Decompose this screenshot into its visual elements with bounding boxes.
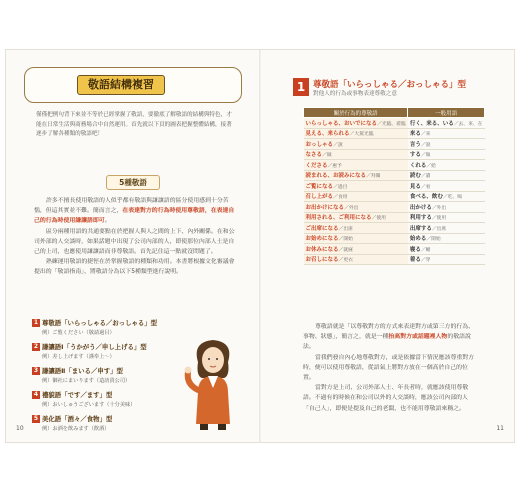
section-number: 1: [293, 78, 309, 96]
plain-term: 始める: [409, 236, 427, 243]
honorific-cell: [304, 181, 408, 192]
left-paragraph-1-text: 許多不擅長使用敬語的人似乎都有敬語與謙讓語的區分使用感到十分苦惱，但這其實並不難。簡而言之，在表達對方的行為時使用尊敬語，在表達自己的行為時使用謙讓語即可。: [34, 198, 235, 225]
plain-note: ／吃、喝: [442, 195, 463, 201]
table-row: [304, 254, 485, 265]
honorific-note: ／外出: [344, 205, 359, 211]
plain-term: 食べる、飲む: [409, 194, 443, 201]
type-name: 謙讓語Ⅰ「うかがう／申し上げる」型: [42, 343, 147, 351]
right-page: [260, 50, 514, 442]
type-example: 例）お酒を飲みます（飲酒）: [42, 426, 110, 432]
left-paragraph-3: [34, 257, 240, 277]
honorific-term: 見える、来られる: [305, 131, 350, 138]
honorific-term: いらっしゃる、おいでになる: [305, 120, 378, 127]
section-label: 5種敬語: [106, 175, 160, 190]
plain-term: 来る: [409, 131, 421, 138]
plain-note: ／去、來、在: [453, 121, 483, 127]
plain-cell: [408, 170, 485, 181]
honorific-cell: [304, 191, 408, 202]
column-header-plain: 一般用語: [408, 108, 485, 118]
honorific-note: ／出席: [338, 226, 353, 232]
honorific-term: 読まれる、お読みになる: [305, 173, 367, 180]
plain-note: ／睡: [420, 247, 431, 253]
honorific-cell: [304, 244, 408, 255]
honorific-cell: [304, 149, 408, 160]
plain-note: ／給: [426, 163, 436, 169]
plain-note: ／來: [420, 132, 431, 138]
honorific-cell: [304, 233, 408, 244]
honorific-term: お召しになる: [305, 257, 339, 264]
table-row: [304, 233, 485, 244]
plain-note: ／穿: [420, 258, 431, 264]
table-row: [304, 118, 485, 129]
honorific-cell: [304, 212, 408, 223]
type-number: 2: [33, 342, 39, 350]
honorific-note: ／光臨、蒞臨: [377, 121, 406, 127]
left-paragraph-2: [34, 227, 240, 258]
left-page: [6, 50, 260, 442]
table-row: [304, 244, 485, 255]
plain-cell: [408, 202, 485, 213]
honorific-cell: [304, 202, 408, 213]
page-title: 敬語結構複習: [77, 75, 165, 95]
honorific-cell: [304, 139, 408, 150]
plain-term: 出席する: [409, 225, 432, 232]
plain-cell: [408, 233, 485, 244]
right-paragraph-1: 尊敬語就是「以尊敬對方的方式來表達對方或第三方的行為、事物、狀態」，簡言之，就是一種抬高對方或話題裡人物的敬語說法。: [303, 324, 475, 351]
honorific-note: ／開始: [338, 237, 353, 243]
plain-cell: [408, 181, 485, 192]
highlighted-phrase: 抬高對方或話題裡人物: [388, 334, 448, 341]
five-types-list: [32, 318, 182, 438]
honorific-term: くださる: [305, 162, 328, 169]
honorific-note: ／食用: [333, 195, 348, 201]
table-row: [304, 139, 485, 150]
left-body: [34, 196, 240, 278]
honorific-note: ／大駕光臨: [349, 132, 374, 138]
table-header-row: [304, 108, 485, 118]
honorific-note: ／使用: [371, 216, 386, 222]
left-paragraph-2-text: 區分兩種用語的共通要點在於把握人與人之間的上下、內外關係。在和公司外部的人交談時，如果話題中出現了公司內部的人，即使那位內部人士是自己的上司，也應使用謙讓語而非尊敬語。首先記住這一點就沒問題了。: [34, 228, 235, 256]
office-woman-illustration: [178, 332, 248, 432]
plain-term: 寝る: [409, 246, 421, 253]
type-number: 4: [33, 390, 39, 398]
section-title: 尊敬語「いらっしゃる／おっしゃる」型: [313, 80, 467, 90]
honorific-cell: [304, 118, 408, 129]
plain-cell: [408, 223, 485, 234]
table-row: [304, 181, 485, 192]
table-row: [304, 160, 485, 171]
type-item-5: [32, 414, 112, 423]
table-row: [304, 128, 485, 139]
plain-cell: [408, 149, 485, 160]
plain-note: ／開始: [426, 237, 441, 243]
honorific-note: ／惠予: [327, 163, 342, 169]
type-example: 例）ご覧ください（敬請過目）: [42, 330, 115, 336]
plain-term: 行く、来る、いる: [409, 120, 454, 127]
table-row: [304, 191, 485, 202]
plain-term: くれる: [409, 162, 427, 169]
honorific-table: [303, 107, 485, 265]
page-number-right: 11: [496, 425, 504, 432]
type-item-2: [32, 342, 147, 351]
honorific-term: 利用される、ご利用になる: [305, 215, 372, 222]
page-number-left: 10: [16, 425, 24, 432]
honorific-term: ご覧になる: [305, 183, 334, 190]
table-row: [304, 149, 485, 160]
honorific-cell: [304, 223, 408, 234]
honorific-note: ／過目: [333, 184, 348, 190]
honorific-term: おっしゃる: [305, 141, 334, 148]
plain-cell: [408, 191, 485, 202]
type-example: 例）御社にまいります（造訪貴公司）: [42, 378, 131, 384]
honorific-cell: [304, 170, 408, 181]
table-row: [304, 212, 485, 223]
plain-term: 着る: [409, 257, 421, 264]
right-body: [303, 322, 478, 414]
right-paragraph-2: 當我們發自內心地尊敬對方，或是依據當下情況應該尊重對方時，便可以使用尊敬語，從語氣上將對方放在一個高於自己的位置。: [303, 354, 475, 382]
type-number: 3: [33, 366, 39, 374]
type-item-4: [32, 390, 112, 399]
plain-term: 読む: [409, 173, 421, 180]
type-item-3: [32, 366, 123, 375]
honorific-term: 召し上がる: [305, 194, 334, 201]
honorific-term: お出かけになる: [305, 204, 345, 211]
type-example: 例）おいしゅうございます（十分美味）: [42, 402, 136, 408]
table-row: [304, 223, 485, 234]
plain-cell: [408, 118, 485, 129]
plain-cell: [408, 254, 485, 265]
honorific-term: お始めになる: [305, 236, 339, 243]
honorific-cell: [304, 160, 408, 171]
honorific-term: ご出席になる: [305, 225, 339, 232]
honorific-cell: [304, 128, 408, 139]
plain-cell: [408, 244, 485, 255]
type-item-1: [32, 318, 157, 327]
plain-term: する: [409, 152, 421, 159]
type-example: 例）差し上げます（謹奉上～）: [42, 354, 115, 360]
plain-cell: [408, 212, 485, 223]
plain-term: 出かける: [409, 204, 432, 211]
plain-cell: [408, 128, 485, 139]
plain-cell: [408, 160, 485, 171]
left-paragraph-3-text: 熟練運用敬語的捷徑在於掌握敬語的種類和功用。本書將根據文化審議會提出的「敬語指南」，將敬語分為以下5種類型進行說明。: [34, 259, 235, 276]
honorific-note: ／做: [322, 153, 332, 159]
type-number: 1: [33, 318, 39, 326]
plain-note: ／使用: [431, 216, 447, 222]
table-row: [304, 202, 485, 213]
book-spread: [6, 50, 514, 442]
type-name: 美化語「酒々／食物」型: [42, 415, 113, 423]
honorific-note: ／拜閱: [366, 174, 381, 180]
plain-term: 利用する: [409, 215, 432, 222]
honorific-note: ／說: [333, 142, 343, 148]
type-number: 5: [33, 414, 39, 422]
section-subtitle: 對他人的行為或事物表達尊敬之意: [313, 91, 397, 97]
plain-note: ／出席: [431, 226, 447, 232]
honorific-note: ／就寢: [338, 247, 353, 253]
plain-note: ／說: [420, 142, 431, 148]
plain-note: ／讀: [420, 174, 431, 180]
plain-cell: [408, 139, 485, 150]
honorific-note: ／更衣: [338, 258, 353, 264]
plain-note: ／做: [420, 153, 431, 159]
table-row: [304, 170, 485, 181]
plain-note: ／看: [420, 184, 431, 190]
plain-note: ／外出: [431, 205, 447, 211]
intro-text: 僅僅把例句背下來並不等於已經掌握了敬語，要徹底了解敬語的結構與特色，才能在日常生活與商務場合中自然運用。首先就以下頁的圖表把握整體結構，接著逐步了解各種類的敬語吧！: [36, 112, 232, 137]
plain-term: 言う: [409, 141, 421, 148]
title-banner: [24, 67, 242, 103]
type-name: 禮貌語「です／ます」型: [42, 391, 113, 399]
column-header-honorific: 關於行為的尊敬語: [304, 108, 408, 118]
type-name: 尊敬語「いらっしゃる／おっしゃる」型: [42, 319, 158, 327]
right-paragraph-3: 當對方是上司、公司外部人士、年長者時，就應該使用尊敬語。不過有的時候在和公司以外的人交談時，應該公司內部的人「自己人」，即便是提及自己的老闆，也不能用尊敬語來稱之。: [303, 385, 469, 412]
table-body: [304, 118, 485, 265]
honorific-cell: [304, 254, 408, 265]
honorific-term: なさる: [305, 152, 323, 159]
type-name: 謙讓語Ⅱ「まいる／申す」型: [42, 367, 123, 375]
plain-term: 見る: [409, 183, 421, 190]
highlighted-phrase: 在表達對方的行為時使用尊敬語，在表達自己的行為時使用謙讓語即可: [34, 208, 235, 225]
left-paragraph-1: [34, 196, 240, 227]
honorific-term: お休みになる: [305, 246, 339, 253]
